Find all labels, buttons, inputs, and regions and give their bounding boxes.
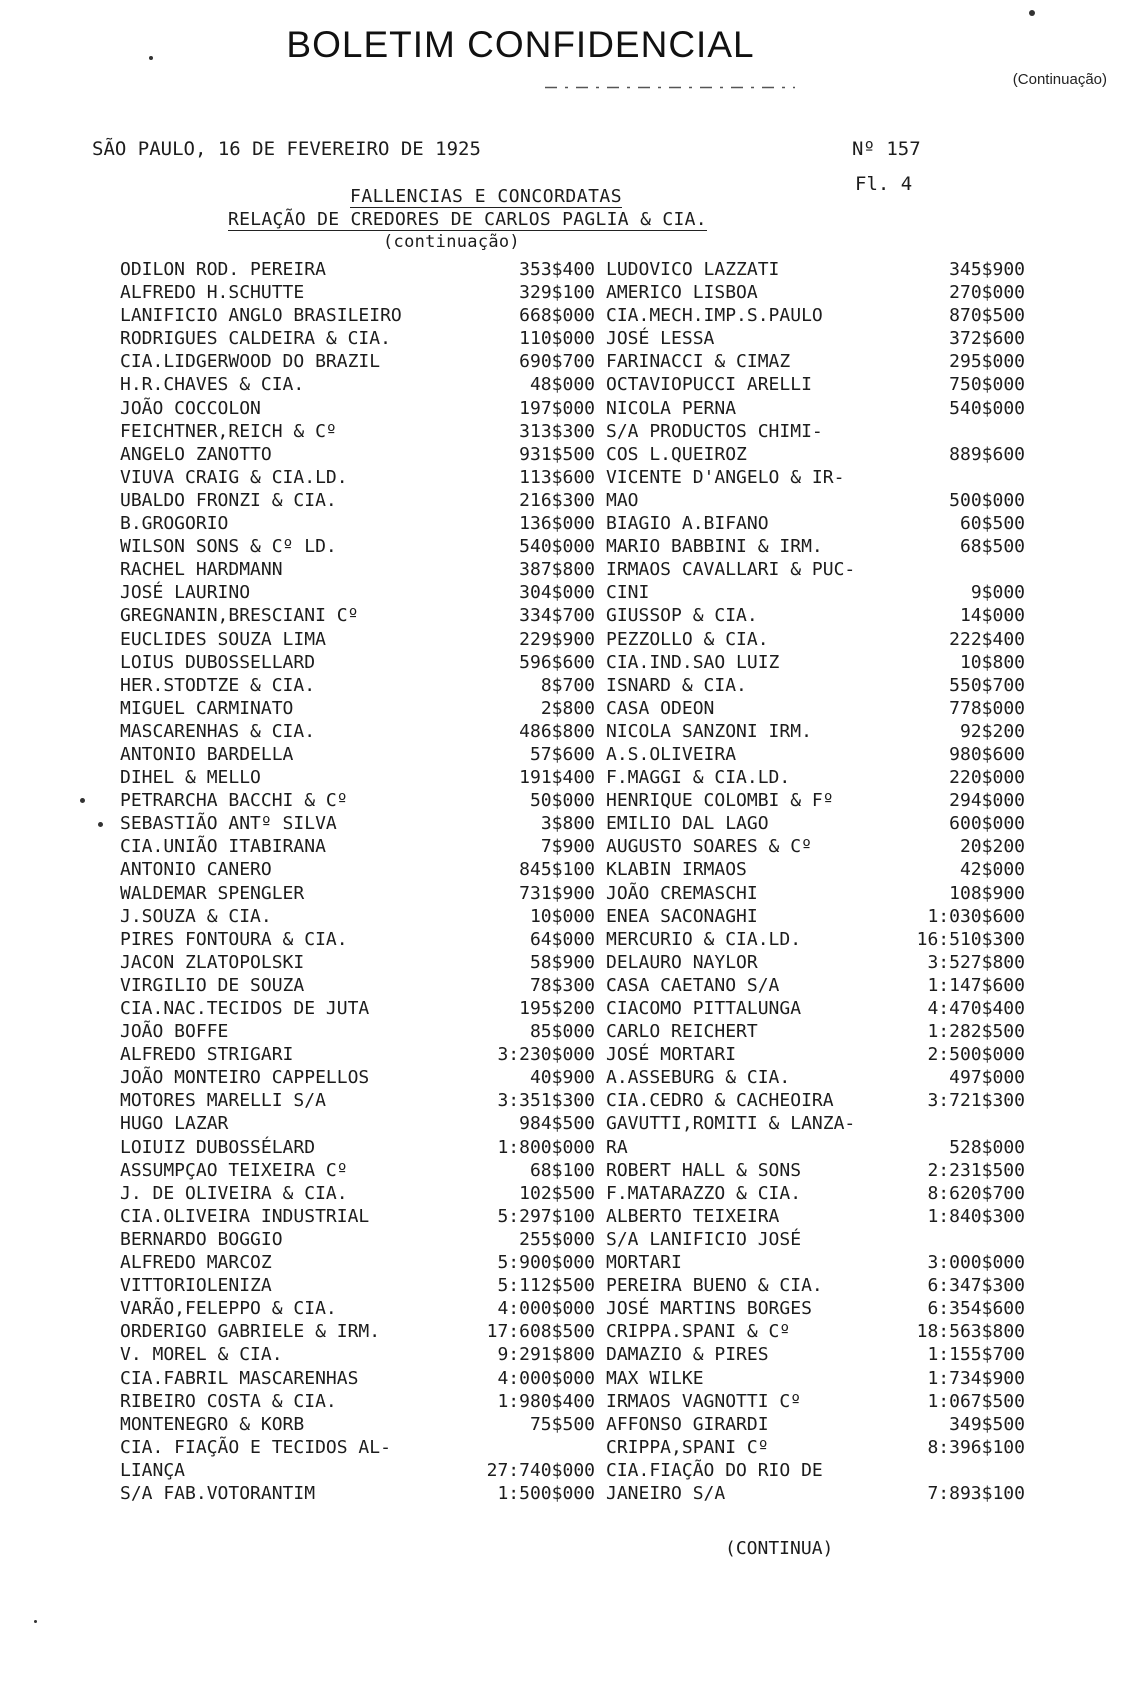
creditor-name-right: JOSÉ MORTARI — [606, 1044, 737, 1066]
creditor-name-left: RODRIGUES CALDEIRA & CIA. — [120, 328, 391, 350]
creditor-amount-left: 5:112$500 — [497, 1275, 595, 1297]
table-row — [0, 535, 1131, 558]
creditor-name-left: V. MOREL & CIA. — [120, 1344, 283, 1366]
creditor-amount-left: 78$300 — [529, 974, 595, 996]
table-row — [0, 789, 1131, 812]
creditor-name-right: ROBERT HALL & SONS — [606, 1159, 802, 1181]
continues-label: (CONTINUA) — [725, 1538, 834, 1559]
creditor-amount-right: 108$900 — [949, 882, 1025, 904]
creditor-name-right: CASA CAETANO S/A — [606, 974, 780, 996]
creditor-amount-right: 16:510$300 — [916, 928, 1025, 950]
creditor-amount-left: 10$000 — [529, 905, 595, 927]
creditor-amount-left: 48$000 — [529, 374, 595, 396]
creditor-amount-right: 1:734$900 — [927, 1367, 1025, 1389]
creditor-name-right: IRMAOS CAVALLARI & PUC- — [606, 559, 856, 581]
creditor-name-left: VARÃO,FELEPPO & CIA. — [120, 1298, 337, 1320]
table-row — [0, 905, 1131, 928]
creditor-name-left: JOSÉ LAURINO — [120, 582, 251, 604]
table-row — [0, 304, 1131, 327]
creditor-name-left: CIA.NAC.TECIDOS DE JUTA — [120, 998, 370, 1019]
creditor-name-left: RACHEL HARDMANN — [120, 559, 283, 581]
paper-speck — [149, 56, 153, 60]
creditor-amount-right: 6:347$300 — [927, 1275, 1025, 1297]
creditor-name-left: VIUVA CRAIG & CIA.LD. — [120, 466, 348, 488]
creditor-amount-left: 136$000 — [519, 513, 595, 535]
table-row — [0, 350, 1131, 373]
creditor-amount-left: 5:297$100 — [497, 1205, 595, 1227]
creditor-name-right: DELAURO NAYLOR — [606, 951, 758, 973]
creditor-name-right: AFFONSO GIRARDI — [606, 1413, 769, 1435]
table-row — [0, 443, 1131, 466]
creditor-name-left: LOIUIZ DUBOSSÉLARD — [120, 1136, 316, 1158]
creditor-amount-left: 984$500 — [519, 1113, 595, 1135]
creditor-amount-right: 1:147$600 — [927, 974, 1025, 996]
creditor-amount-left: 486$800 — [519, 720, 595, 742]
creditor-name-left: JACON ZLATOPOLSKI — [120, 951, 305, 973]
table-row — [0, 581, 1131, 604]
creditor-amount-right: 2:500$000 — [927, 1044, 1025, 1066]
creditor-amount-right: 60$500 — [959, 513, 1025, 535]
creditor-amount-left: 1:980$400 — [497, 1390, 595, 1412]
creditor-name-right: DAMAZIO & PIRES — [606, 1344, 769, 1366]
creditor-amount-right: 889$600 — [949, 443, 1025, 465]
table-row — [0, 258, 1131, 281]
creditor-name-right: GAVUTTI,ROMITI & LANZA- — [606, 1113, 856, 1135]
creditor-name-left: LOIUS DUBOSSELLARD — [120, 651, 316, 673]
creditor-amount-right: 18:563$800 — [916, 1321, 1025, 1343]
table-row — [0, 1182, 1131, 1205]
list-title: RELAÇÃO DE CREDORES DE CARLOS PAGLIA & CIA. — [228, 209, 707, 230]
creditor-name-right: COS L.QUEIROZ — [606, 443, 747, 465]
creditor-amount-left: 7$900 — [540, 836, 595, 858]
table-row — [0, 1043, 1131, 1066]
creditor-amount-left: 4:000$000 — [497, 1298, 595, 1320]
folio-number: Fl. 4 — [855, 173, 913, 195]
table-row — [0, 951, 1131, 974]
creditor-name-left: MOTORES MARELLI S/A — [120, 1090, 326, 1112]
creditor-amount-right: 1:155$700 — [927, 1344, 1025, 1366]
creditor-name-right: OCTAVIOPUCCI ARELLI — [606, 374, 812, 396]
table-row — [0, 858, 1131, 881]
creditor-amount-right: 92$200 — [959, 720, 1025, 742]
creditor-name-left: CIA.LIDGERWOOD DO BRAZIL — [120, 351, 381, 373]
creditor-amount-right: 3:527$800 — [927, 951, 1025, 973]
creditor-amount-right: 10$800 — [959, 651, 1025, 673]
table-row — [0, 997, 1131, 1020]
creditor-amount-left: 68$100 — [529, 1159, 595, 1181]
creditor-name-right: CRIPPA.SPANI & Cº — [606, 1321, 791, 1343]
creditor-name-left: JOÃO BOFFE — [120, 1021, 229, 1043]
creditor-name-right: ENEA SACONAGHI — [606, 905, 758, 927]
creditor-amount-right: 20$200 — [959, 836, 1025, 858]
creditor-amount-right: 497$000 — [949, 1067, 1025, 1089]
table-row — [0, 1413, 1131, 1436]
creditor-amount-left: 197$000 — [519, 397, 595, 419]
creditor-name-left: LANIFICIO ANGLO BRASILEIRO — [120, 305, 402, 327]
table-row — [0, 697, 1131, 720]
table-row — [0, 928, 1131, 951]
creditor-amount-right: 540$000 — [949, 397, 1025, 419]
creditor-amount-right: 7:893$100 — [927, 1482, 1025, 1504]
creditor-name-left: ANTONIO CANERO — [120, 859, 272, 881]
table-row — [0, 604, 1131, 627]
creditor-name-right: CIA.CEDRO & CACHEOIRA — [606, 1090, 834, 1112]
creditor-name-left: MONTENEGRO & KORB — [120, 1413, 305, 1435]
creditor-name-left: WALDEMAR SPENGLER — [120, 882, 305, 904]
table-row — [0, 628, 1131, 651]
list-note: (continuação) — [383, 232, 520, 252]
creditor-name-right: CIA.MECH.IMP.S.PAULO — [606, 305, 823, 327]
creditor-name-right: MAX WILKE — [606, 1367, 704, 1389]
creditor-amount-left: 540$000 — [519, 536, 595, 558]
creditor-name-right: MAO — [606, 489, 639, 511]
creditor-name-left: VITTORIOLENIZA — [120, 1275, 272, 1297]
creditor-amount-right: 1:282$500 — [927, 1021, 1025, 1043]
creditor-amount-right: 1:067$500 — [927, 1390, 1025, 1412]
creditor-amount-right: 778$000 — [949, 697, 1025, 719]
creditor-name-right: MARIO BABBINI & IRM. — [606, 536, 823, 558]
creditor-amount-left: 1:800$000 — [497, 1136, 595, 1158]
creditor-amount-left: 304$000 — [519, 582, 595, 604]
creditor-name-right: FARINACCI & CIMAZ — [606, 351, 791, 373]
creditor-name-right: EMILIO DAL LAGO — [606, 813, 769, 835]
creditor-name-right: JANEIRO S/A — [606, 1482, 726, 1504]
table-row — [0, 1459, 1131, 1482]
creditor-name-right: CINI — [606, 582, 650, 604]
creditor-amount-left: 110$000 — [519, 328, 595, 350]
bulletin-title: BOLETIM CONFIDENCIAL — [286, 24, 755, 65]
creditor-amount-left: 931$500 — [519, 443, 595, 465]
creditor-name-right: S/A PRODUCTOS CHIMI- — [606, 420, 823, 442]
creditor-name-left: CIA. FIAÇÃO E TECIDOS AL- — [120, 1436, 391, 1458]
creditor-name-left: DIHEL & MELLO — [120, 767, 261, 789]
creditor-name-left: ODILON ROD. PEREIRA — [120, 259, 326, 280]
creditor-name-left: HUGO LAZAR — [120, 1113, 229, 1135]
table-row — [0, 327, 1131, 350]
creditor-amount-left: 64$000 — [529, 928, 595, 950]
creditor-name-right: HENRIQUE COLOMBI & Fº — [606, 790, 834, 812]
creditor-name-left: BERNARDO BOGGIO — [120, 1228, 283, 1250]
creditor-name-right: CARLO REICHERT — [606, 1021, 758, 1043]
table-row — [0, 1112, 1131, 1135]
table-row — [0, 1390, 1131, 1413]
creditor-name-right: PEREIRA BUENO & CIA. — [606, 1275, 823, 1297]
header-dash-marks — [545, 86, 795, 89]
bulletin-title-block — [0, 24, 1131, 66]
creditors-table — [0, 258, 1131, 1505]
creditor-amount-left: 353$400 — [519, 259, 595, 280]
creditor-name-left: ALFREDO STRIGARI — [120, 1044, 294, 1066]
creditor-amount-right: 1:840$300 — [927, 1205, 1025, 1227]
creditor-amount-right: 500$000 — [949, 489, 1025, 511]
table-row — [0, 812, 1131, 835]
table-row — [0, 1436, 1131, 1459]
table-row — [0, 1066, 1131, 1089]
creditor-name-left: ANGELO ZANOTTO — [120, 443, 272, 465]
creditor-amount-right: 870$500 — [949, 305, 1025, 327]
creditor-name-left: ANTONIO BARDELLA — [120, 743, 294, 765]
table-row — [0, 373, 1131, 396]
table-row — [0, 397, 1131, 420]
creditor-name-right: VICENTE D'ANGELO & IR- — [606, 466, 845, 488]
creditor-amount-left: 1:500$000 — [497, 1482, 595, 1504]
table-row — [0, 835, 1131, 858]
table-row — [0, 974, 1131, 997]
creditor-name-left: UBALDO FRONZI & CIA. — [120, 489, 337, 511]
creditor-amount-left: 690$700 — [519, 351, 595, 373]
creditor-amount-right: 220$000 — [949, 767, 1025, 789]
table-row — [0, 1228, 1131, 1251]
paper-speck — [1029, 10, 1035, 16]
creditor-amount-left: 50$000 — [529, 790, 595, 812]
creditor-name-left: B.GROGORIO — [120, 513, 229, 535]
creditor-name-right: CIACOMO PITTALUNGA — [606, 998, 802, 1019]
creditor-name-right: CASA ODEON — [606, 697, 715, 719]
creditor-name-right: CIA.IND.SAO LUIZ — [606, 651, 780, 673]
creditor-amount-left: 40$900 — [529, 1067, 595, 1089]
creditor-amount-left: 57$600 — [529, 743, 595, 765]
creditor-amount-right: 6:354$600 — [927, 1298, 1025, 1320]
creditor-name-left: MASCARENHAS & CIA. — [120, 720, 316, 742]
creditor-name-left: J. DE OLIVEIRA & CIA. — [120, 1182, 348, 1204]
creditor-amount-left: 255$000 — [519, 1228, 595, 1250]
creditor-name-right: AMERICO LISBOA — [606, 282, 758, 304]
creditor-name-left: H.R.CHAVES & CIA. — [120, 374, 305, 396]
creditor-name-left: ALFREDO H.SCHUTTE — [120, 282, 305, 304]
creditor-name-left: MIGUEL CARMINATO — [120, 697, 294, 719]
creditor-name-right: MERCURIO & CIA.LD. — [606, 928, 802, 950]
table-row — [0, 720, 1131, 743]
creditor-name-left: ORDERIGO GABRIELE & IRM. — [120, 1321, 381, 1343]
creditor-amount-right: 8:620$700 — [927, 1182, 1025, 1204]
issue-number: Nº 157 — [852, 138, 921, 160]
creditor-name-left: JOÃO MONTEIRO CAPPELLOS — [120, 1067, 370, 1089]
creditor-name-left: S/A FAB.VOTORANTIM — [120, 1482, 316, 1504]
creditor-name-left: EUCLIDES SOUZA LIMA — [120, 628, 326, 650]
table-row — [0, 1205, 1131, 1228]
creditor-amount-left: 5:900$000 — [497, 1252, 595, 1274]
table-row — [0, 466, 1131, 489]
creditor-amount-left: 668$000 — [519, 305, 595, 327]
table-row — [0, 1274, 1131, 1297]
continuation-label: (Continuação) — [1012, 71, 1107, 88]
creditor-name-right: IRMAOS VAGNOTTI Cº — [606, 1390, 802, 1412]
creditor-amount-right: 372$600 — [949, 328, 1025, 350]
table-row — [0, 558, 1131, 581]
table-row — [0, 766, 1131, 789]
creditor-amount-left: 596$600 — [519, 651, 595, 673]
creditor-amount-left: 334$700 — [519, 605, 595, 627]
creditor-name-left: LIANÇA — [120, 1459, 186, 1481]
creditor-name-right: ISNARD & CIA. — [606, 674, 747, 696]
creditor-amount-left: 2$800 — [540, 697, 595, 719]
creditor-amount-right: 295$000 — [949, 351, 1025, 373]
creditor-name-left: ASSUMPÇAO TEIXEIRA Cº — [120, 1159, 348, 1181]
creditor-amount-left: 27:740$000 — [486, 1459, 595, 1481]
creditor-amount-left: 113$600 — [519, 466, 595, 488]
table-row — [0, 1020, 1131, 1043]
creditor-amount-right: 222$400 — [949, 628, 1025, 650]
table-row — [0, 1343, 1131, 1366]
creditor-name-right: S/A LANIFICIO JOSÉ — [606, 1228, 802, 1250]
creditor-amount-left: 845$100 — [519, 859, 595, 881]
creditor-name-left: PETRARCHA BACCHI & Cº — [120, 790, 348, 812]
creditor-amount-left: 229$900 — [519, 628, 595, 650]
creditor-amount-left: 313$300 — [519, 420, 595, 442]
creditor-name-right: PEZZOLLO & CIA. — [606, 628, 769, 650]
creditor-amount-left: 85$000 — [529, 1021, 595, 1043]
creditor-name-right: A.S.OLIVEIRA — [606, 743, 737, 765]
creditor-amount-right: 294$000 — [949, 790, 1025, 812]
paper-speck — [98, 822, 103, 827]
creditor-amount-right: 345$900 — [949, 259, 1025, 280]
creditor-name-right: AUGUSTO SOARES & Cº — [606, 836, 812, 858]
table-row — [0, 1367, 1131, 1390]
table-row — [0, 1297, 1131, 1320]
creditor-name-right: ALBERTO TEIXEIRA — [606, 1205, 780, 1227]
creditor-name-right: JOÃO CREMASCHI — [606, 882, 758, 904]
creditor-amount-right: 349$500 — [949, 1413, 1025, 1435]
table-row — [0, 1482, 1131, 1505]
creditor-amount-right: 270$000 — [949, 282, 1025, 304]
creditor-amount-right: 4:470$400 — [927, 998, 1025, 1019]
creditor-amount-left: 4:000$000 — [497, 1367, 595, 1389]
table-row — [0, 1159, 1131, 1182]
creditor-amount-left: 3:230$000 — [497, 1044, 595, 1066]
creditor-name-right: BIAGIO A.BIFANO — [606, 513, 769, 535]
creditor-name-right: MORTARI — [606, 1252, 682, 1274]
table-row — [0, 1251, 1131, 1274]
creditor-name-left: JOÃO COCCOLON — [120, 397, 261, 419]
creditor-name-left: FEICHTNER,REICH & Cº — [120, 420, 337, 442]
creditor-amount-left: 3:351$300 — [497, 1090, 595, 1112]
creditor-amount-right: 528$000 — [949, 1136, 1025, 1158]
paper-speck — [80, 798, 85, 803]
table-row — [0, 1136, 1131, 1159]
table-row — [0, 1089, 1131, 1112]
creditor-amount-right: 600$000 — [949, 813, 1025, 835]
creditor-amount-right: 14$000 — [959, 605, 1025, 627]
creditor-name-right: CRIPPA,SPANI Cº — [606, 1436, 769, 1458]
creditor-amount-left: 387$800 — [519, 559, 595, 581]
creditor-name-right: NICOLA PERNA — [606, 397, 737, 419]
creditor-amount-right: 3:000$000 — [927, 1252, 1025, 1274]
creditor-amount-right: 3:721$300 — [927, 1090, 1025, 1112]
creditor-amount-right: 980$600 — [949, 743, 1025, 765]
creditor-amount-right: 1:030$600 — [927, 905, 1025, 927]
creditor-amount-left: 195$200 — [519, 998, 595, 1019]
table-row — [0, 1320, 1131, 1343]
creditor-amount-right: 42$000 — [959, 859, 1025, 881]
creditor-name-right: JOSÉ MARTINS BORGES — [606, 1298, 812, 1320]
creditor-name-left: SEBASTIÃO ANTº SILVA — [120, 813, 337, 835]
table-row — [0, 420, 1131, 443]
creditor-amount-right: 550$700 — [949, 674, 1025, 696]
creditor-amount-left: 191$400 — [519, 767, 595, 789]
creditor-name-left: PIRES FONTOURA & CIA. — [120, 928, 348, 950]
creditor-amount-left: 3$800 — [540, 813, 595, 835]
creditor-name-left: ALFREDO MARCOZ — [120, 1252, 272, 1274]
creditor-amount-left: 8$700 — [540, 674, 595, 696]
creditor-name-left: RIBEIRO COSTA & CIA. — [120, 1390, 337, 1412]
creditor-name-left: VIRGILIO DE SOUZA — [120, 974, 305, 996]
table-row — [0, 281, 1131, 304]
paper-speck — [34, 1620, 37, 1623]
creditor-amount-right: 8:396$100 — [927, 1436, 1025, 1458]
creditor-name-right: NICOLA SANZONI IRM. — [606, 720, 812, 742]
creditor-amount-left: 9:291$800 — [497, 1344, 595, 1366]
table-row — [0, 512, 1131, 535]
section-title: FALLENCIAS E CONCORDATAS — [350, 186, 623, 207]
table-row — [0, 743, 1131, 766]
creditor-name-right: GIUSSOP & CIA. — [606, 605, 758, 627]
table-row — [0, 882, 1131, 905]
creditor-name-left: J.SOUZA & CIA. — [120, 905, 272, 927]
creditor-amount-right: 68$500 — [959, 536, 1025, 558]
creditor-amount-left: 58$900 — [529, 951, 595, 973]
creditor-name-left: WILSON SONS & Cº LD. — [120, 536, 337, 558]
creditor-amount-right: 9$000 — [970, 582, 1025, 604]
creditor-name-left: CIA.UNIÃO ITABIRANA — [120, 836, 326, 858]
creditor-amount-left: 75$500 — [529, 1413, 595, 1435]
creditor-amount-right: 750$000 — [949, 374, 1025, 396]
creditor-amount-left: 17:608$500 — [486, 1321, 595, 1343]
creditor-amount-left: 216$300 — [519, 489, 595, 511]
creditor-name-right: KLABIN IRMAOS — [606, 859, 747, 881]
creditor-name-right: F.MATARAZZO & CIA. — [606, 1182, 802, 1204]
creditor-amount-left: 329$100 — [519, 282, 595, 304]
creditor-amount-left: 731$900 — [519, 882, 595, 904]
table-row — [0, 674, 1131, 697]
table-row — [0, 651, 1131, 674]
creditor-name-right: A.ASSEBURG & CIA. — [606, 1067, 791, 1089]
creditor-name-left: GREGNANIN,BRESCIANI Cº — [120, 605, 359, 627]
creditor-amount-left: 102$500 — [519, 1182, 595, 1204]
creditor-name-left: HER.STODTZE & CIA. — [120, 674, 316, 696]
creditor-name-right: JOSÉ LESSA — [606, 328, 715, 350]
creditor-name-left: CIA.FABRIL MASCARENHAS — [120, 1367, 359, 1389]
table-row — [0, 489, 1131, 512]
creditor-name-left: CIA.OLIVEIRA INDUSTRIAL — [120, 1205, 370, 1227]
creditor-name-right: CIA.FIAÇÃO DO RIO DE — [606, 1459, 823, 1481]
creditor-name-right: LUDOVICO LAZZATI — [606, 259, 780, 280]
place-date: SÃO PAULO, 16 DE FEVEREIRO DE 1925 — [92, 138, 481, 160]
creditor-name-right: F.MAGGI & CIA.LD. — [606, 767, 791, 789]
creditor-name-right: RA — [606, 1136, 628, 1158]
creditor-amount-right: 2:231$500 — [927, 1159, 1025, 1181]
